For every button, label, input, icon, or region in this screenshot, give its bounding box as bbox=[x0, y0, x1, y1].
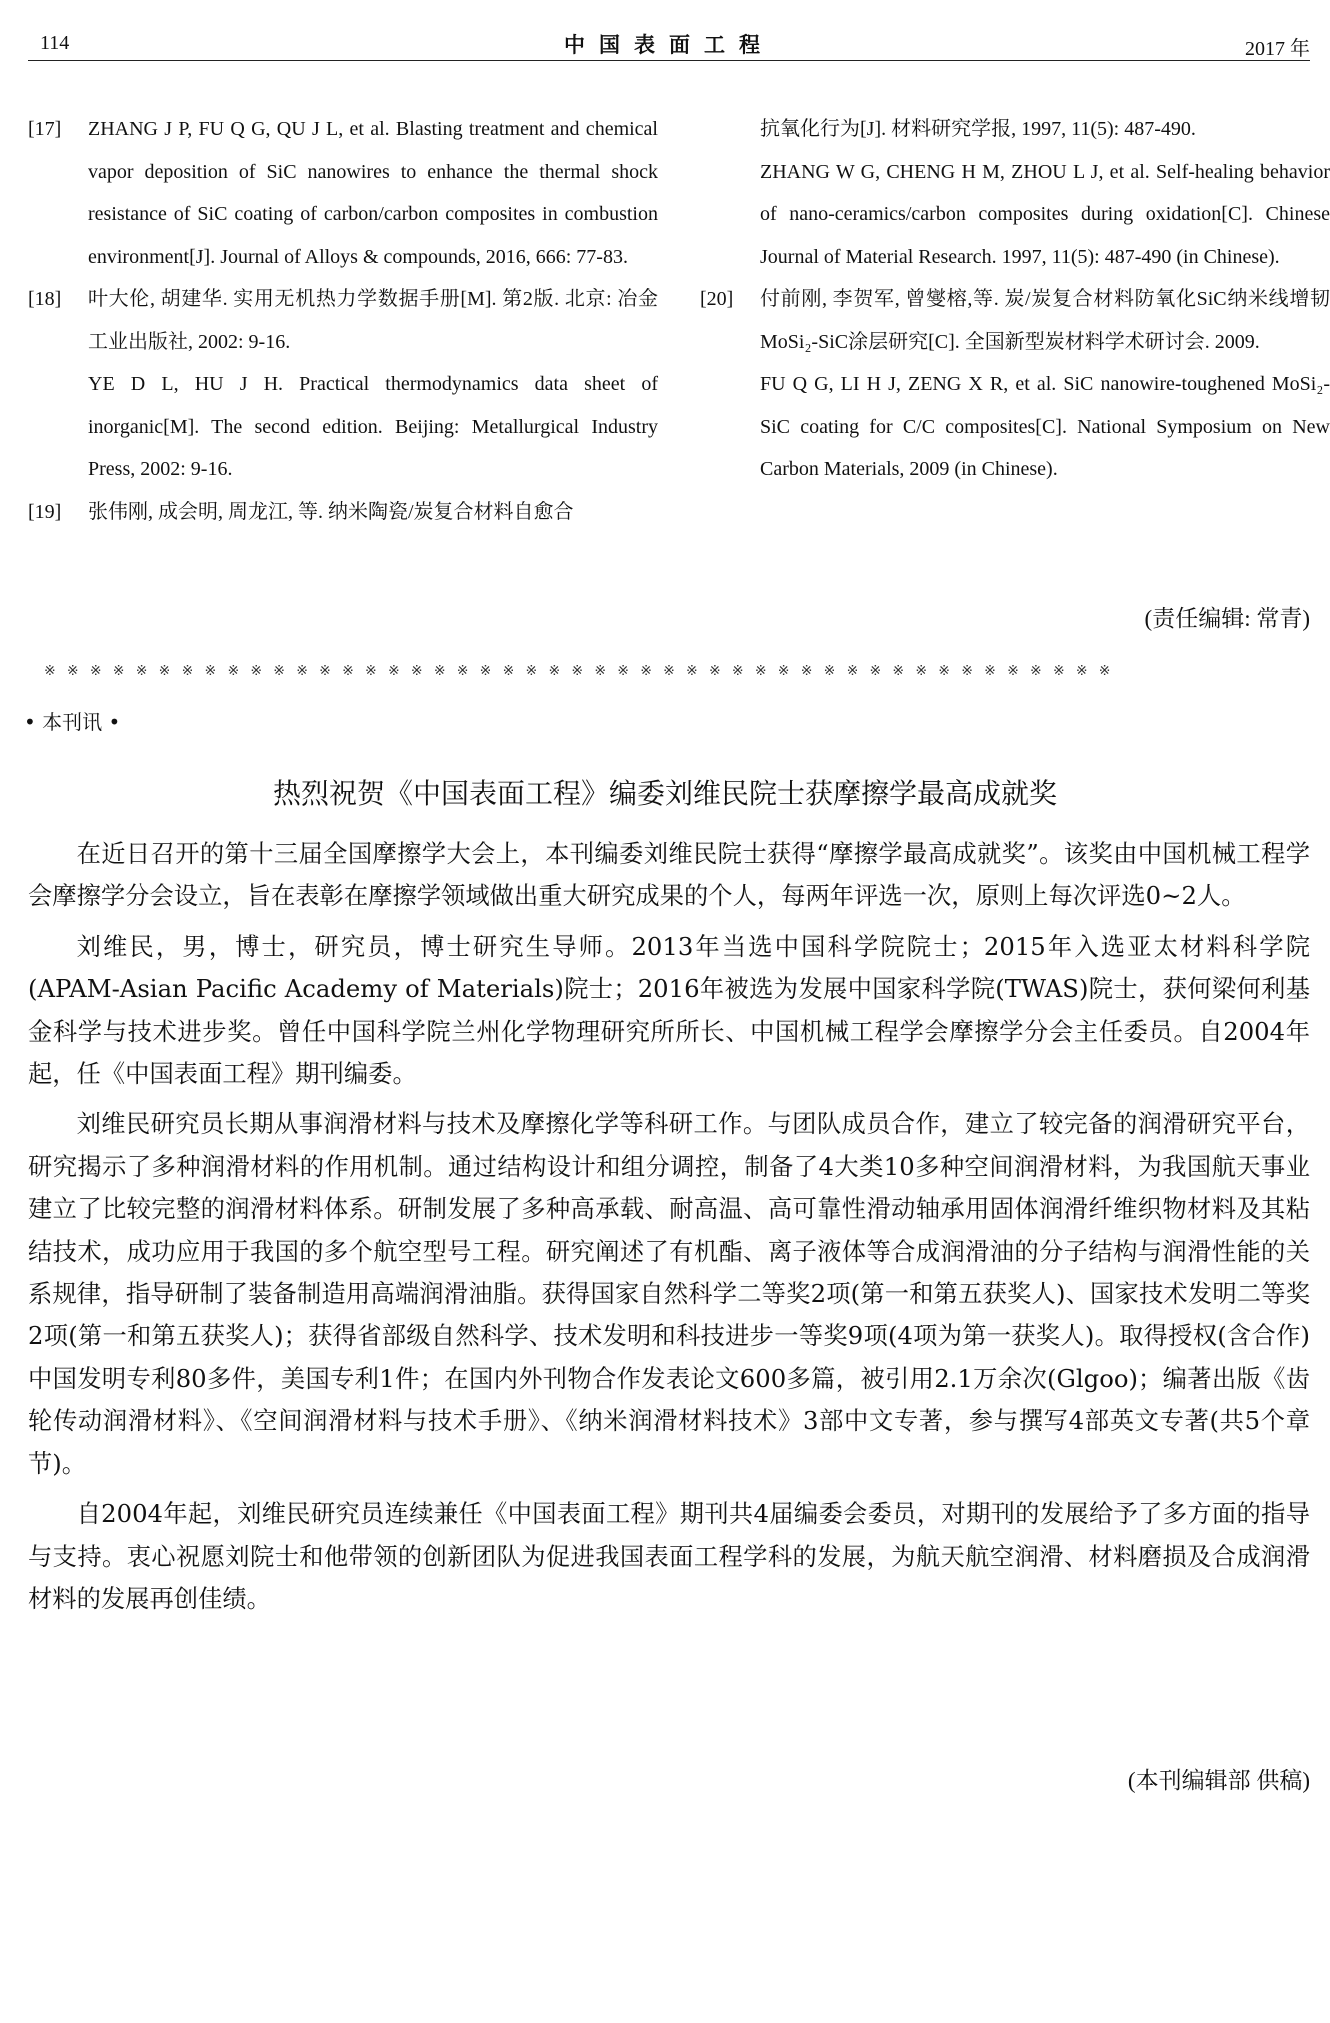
news-paragraph: 自2004年起，刘维民研究员连续兼任《中国表面工程》期刊共4届编委会委员，对期刊的发展给予了多方面的指导与支持。衷心祝愿刘院士和他带领的创新团队为促进我国表面工程学科的发展，为航天航空润滑、材料磨损及合成润滑材料的发展再创佳绩。 bbox=[28, 1499, 1310, 1613]
responsible-editor: (责任编辑: 常青) bbox=[1144, 606, 1310, 631]
references-left-column bbox=[28, 108, 658, 533]
news-paragraph: 在近日召开的第十三届全国摩擦学大会上，本刊编委刘维民院士获得“摩擦学最高成就奖”。该奖由中国机械工程学会摩擦学分会设立，旨在表彰在摩擦学领域做出重大研究成果的个人，每两年评选一次，原则上每次评选0~2人。 bbox=[28, 839, 1310, 911]
section-separator: ※※※※※※※※※※※※※※※※※※※※※※※※※※※※※※※※※※※※※※※※※※※※※※※ bbox=[44, 664, 1122, 679]
reference-17: [17] ZHANG J P, FU Q G, QU J L, et al. Blasting treatment and chemical vapor deposition of SiC nanowires to enhance the thermal shock resistance of SiC coating of carbon/carbon composites in combustion environment[J]. Journal of Alloys & compounds, 2016, 666: 77-83. bbox=[28, 118, 658, 268]
references-right-column bbox=[700, 108, 1330, 491]
news-body bbox=[28, 833, 1310, 1628]
year: 2017 年 bbox=[1245, 38, 1310, 60]
references bbox=[28, 108, 1330, 578]
page-header bbox=[28, 26, 1310, 61]
news-paragraph: 刘维民，男，博士，研究员，博士研究生导师。2013年当选中国科学院院士；2015年入选亚太材料科学院(APAM-Asian Pacific Academy of Materials)院士；2016年被选为发展中国家科学院(TWAS)院士，获何梁何利基金科学与技术进步奖。曾任中国科学院兰州化学物理研究所所长、中国机械工程学会摩擦学分会主任委员。自2004年起，任《中国表面工程》期刊编委。 bbox=[28, 931, 1310, 1089]
news-title: 热烈祝贺《中国表面工程》编委刘维民院士获摩擦学最高成就奖 bbox=[272, 777, 1057, 810]
reference-18: [18] 叶大伦, 胡建华. 实用无机热力学数据手册[M]. 第2版. 北京: 冶金工业出版社, 2002: 9-16. YE D L, HU J H. Practical thermodynamics data sheet of inorganic[M]. The second edition. Beijing: Metallurgical Industry Press, 2002: 9-16. bbox=[28, 288, 658, 480]
news-source: (本刊编辑部 供稿) bbox=[1127, 1768, 1310, 1793]
page-number: 114 bbox=[40, 32, 70, 54]
reference-20: [20] 付前刚, 李贺军, 曾燮榕,等. 炭/炭复合材料防氧化SiC纳米线增韧MoSi₂-SiC涂层研究[C]. 全国新型炭材料学术研讨会. 2009. FU Q G, LI H J, ZENG X R, et al. SiC nanowire-toughened MoSi₂-SiC coating for C/C composites[C]. National Symposium on New Carbon Materials, 2009 (in Chinese). bbox=[700, 288, 1330, 480]
section-label: • 本刊讯 • bbox=[24, 710, 121, 734]
news-paragraph: 刘维民研究员长期从事润滑材料与技术及摩擦化学等科研工作。与团队成员合作，建立了较完备的润滑研究平台，研究揭示了多种润滑材料的作用机制。通过结构设计和组分调控，制备了4大类10多种空间润滑材料，为我国航天事业建立了比较完整的润滑材料体系。研制发展了多种高承载、耐高温、高可靠性滑动轴承用固体润滑纤维织物材料及其粘结技术，成功应用于我国的多个航空型号工程。研究阐述了有机酯、离子液体等合成润滑油的分子结构与润滑性能的关系规律，指导研制了装备制造用高端润滑油脂。获得国家自然科学二等奖2项(第一和第五获奖人)、国家技术发明二等奖2项(第一和第五获奖人)；获得省部级自然科学、技术发明和科技进步一等奖9项(4项为第一获奖人)。取得授权(含合作)中国发明专利80多件，美国专利1件；在国内外刊物合作发表论文600多篇，被引用2.1万余次(Glgoo)；编著出版《齿轮传动润滑材料》、《空间润滑材料与技术手册》、《纳米润滑材料技术》3部中文专著，参与撰写4部英文专著(共5个章节)。 bbox=[28, 1109, 1310, 1478]
journal-title: 中国表面工程 bbox=[564, 33, 774, 57]
reference-19-continued: 抗氧化行为[J]. 材料研究学报, 1997, 11(5): 487-490. ZHANG W G, CHENG H M, ZHOU L J, et al. Self-healing behavior of nano-ceramics/carbon composites during oxidation[C]. Chinese Journal of Material Research. 1997, 11(5): 487-490 (in Chinese). bbox=[760, 118, 1330, 268]
reference-19: [19] 张伟刚, 成会明, 周龙江, 等. 纳米陶瓷/炭复合材料自愈合 bbox=[28, 500, 574, 523]
